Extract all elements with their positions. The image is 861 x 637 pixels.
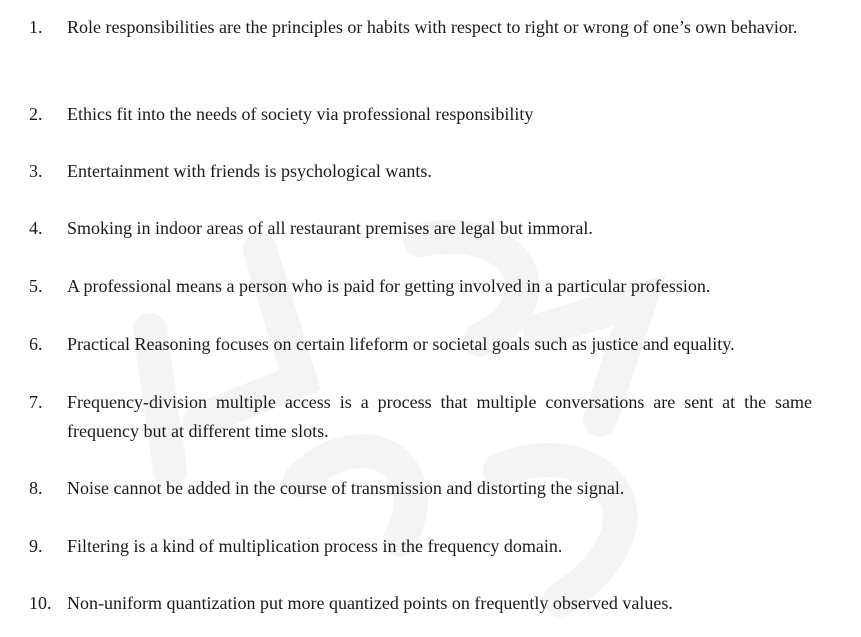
question-number: 8. <box>29 478 43 498</box>
question-text: Non-uniform quantization put more quantized points on frequently observed values. <box>67 593 673 613</box>
question-number: 1. <box>29 17 43 37</box>
question-number: 6. <box>29 334 43 354</box>
question-text: Smoking in indoor areas of all restaurant premises are legal but immoral. <box>67 218 593 238</box>
question-number: 7. <box>29 392 43 412</box>
question-text: Role responsibilities are the principles or habits with respect to right or wrong of one’s own behavior. <box>67 17 798 37</box>
question-text: Frequency-division multiple access is a process that multiple conversations are sent at the same frequency but at different time slots. <box>67 392 812 441</box>
question-text: Practical Reasoning focuses on certain lifeform or societal goals such as justice and equality. <box>67 334 735 354</box>
question-number: 4. <box>29 218 43 238</box>
question-number: 3. <box>29 161 43 181</box>
question-number: 10. <box>29 593 52 613</box>
question-text: Noise cannot be added in the course of transmission and distorting the signal. <box>67 478 625 498</box>
question-number: 5. <box>29 276 43 296</box>
question-text: Filtering is a kind of multiplication process in the frequency domain. <box>67 536 563 556</box>
question-number: 2. <box>29 104 43 124</box>
question-text: Ethics fit into the needs of society via professional responsibility <box>67 104 534 124</box>
question-text: Entertainment with friends is psychological wants. <box>67 161 432 181</box>
question-number: 9. <box>29 536 43 556</box>
question-text: A professional means a person who is paid for getting involved in a particular profession. <box>67 276 711 296</box>
